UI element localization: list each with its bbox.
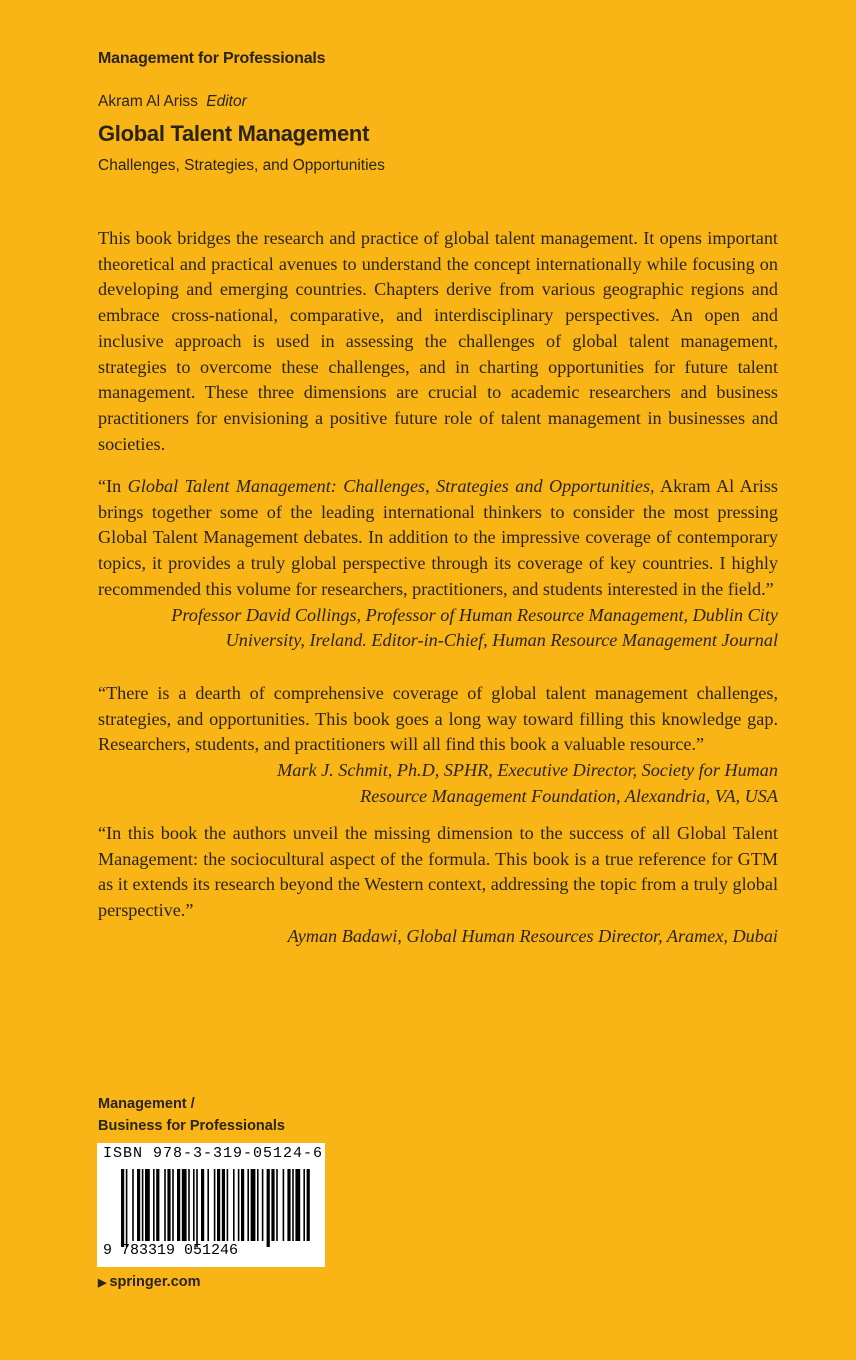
barcode-bar — [257, 1169, 259, 1241]
endorsement-quote — [98, 821, 778, 950]
barcode-bar — [227, 1169, 229, 1241]
editor-name: Akram Al Ariss — [98, 93, 198, 110]
barcode-bar — [172, 1169, 174, 1241]
barcode-bar — [182, 1169, 187, 1241]
barcode-bar — [303, 1169, 305, 1241]
quote-attribution: Professor David Collings, Professor of Human Resource Management, Dublin City — [171, 604, 778, 625]
barcode-bar — [238, 1169, 240, 1241]
endorsement-quote — [98, 681, 778, 810]
barcode-bar — [295, 1169, 300, 1241]
book-title: Global Talent Management — [98, 121, 370, 146]
barcode-bar — [137, 1169, 140, 1241]
barcode-bar — [267, 1169, 270, 1247]
quote-attribution: Resource Management Foundation, Alexandria, VA, USA — [360, 785, 778, 806]
isbn-barcode: ISBN 978-3-319-05124-6 9 783319 051246 — [97, 1143, 325, 1267]
quote-attribution: Ayman Badawi, Global Human Resources Director, Aramex, Dubai — [287, 925, 778, 946]
quoted-book-title: Global Talent Management: Challenges, Strategies and Opportunities, — [127, 476, 655, 496]
barcode-bar — [292, 1169, 294, 1241]
barcode-bar — [177, 1169, 180, 1241]
barcode-bar — [287, 1169, 290, 1241]
barcode-bar — [145, 1169, 150, 1241]
barcode-bar — [283, 1169, 285, 1241]
barcode-bar — [276, 1169, 278, 1241]
barcode-bar — [153, 1169, 155, 1241]
barcode-bar — [207, 1169, 209, 1241]
book-description: This book bridges the research and practice of global talent management. It opens important theoretical and practical avenues to understand the concept internationally while focusing on developing and emerging countries. Chapters derive from various geographic regions and embrace cross-national, comparative, and interdisciplinary perspectives. An open and inclusive approach is used in assessing the challenges of global talent management, strategies to overcome these challenges, and in charting opportunities for future talent management. These three dimensions are crucial to academic researchers and business practitioners for envisioning a positive future role of talent management in businesses and societies. — [98, 228, 778, 454]
barcode-bar — [196, 1169, 198, 1247]
barcode-bar — [142, 1169, 144, 1241]
quote-attribution: University, Ireland. Editor-in-Chief, Human Resource Management Journal — [225, 630, 778, 651]
subject-category: Management / Business for Professionals — [98, 1096, 285, 1134]
quote-text: “In Global Talent Management: Challenges, Strategies and Opportunities, Akram Al Ariss brings together some of the leading international thinkers to consider the most pressing Global Talent Management debates. In addition to the impressive coverage of contemporary topics, it provides a truly global perspective through its coverage of key countries. I highly recommended this volume for researchers, practitioners, and students interested in the field.” — [98, 476, 778, 599]
barcode-bar — [156, 1169, 159, 1241]
quote-text: “In this book the authors unveil the missing dimension to the success of all Global Talent Management: the sociocultural aspect of the formula. This book is a true reference for GTM as it extends its research beyond the Western context, addressing the topic from a truly global perspective.” — [98, 823, 778, 921]
editor-role: Editor — [206, 93, 247, 110]
barcode-bar — [233, 1169, 235, 1241]
barcode-bar — [201, 1169, 204, 1241]
barcode-bar — [126, 1169, 128, 1247]
barcode-bar — [167, 1169, 170, 1241]
barcode-bar — [251, 1169, 256, 1241]
barcode-bar — [188, 1169, 190, 1241]
barcode-bar — [132, 1169, 134, 1241]
barcode-bar — [214, 1169, 216, 1241]
barcode-bar — [307, 1169, 310, 1241]
barcode-bar — [247, 1169, 249, 1241]
book-subtitle: Challenges, Strategies, and Opportunities — [98, 157, 385, 174]
barcode-bar — [193, 1169, 195, 1241]
barcode-bar — [241, 1169, 244, 1241]
barcode-bar — [164, 1169, 166, 1241]
editor-line — [98, 93, 247, 111]
publisher-website[interactable]: ▶ springer.com — [98, 1274, 201, 1290]
barcode-bar — [271, 1169, 274, 1241]
endorsement-quote — [98, 474, 778, 654]
series-title: Management for Professionals — [98, 50, 326, 67]
barcode-bar — [121, 1169, 124, 1247]
arrow-right-icon: ▶ — [98, 1277, 107, 1289]
quote-text: “There is a dearth of comprehensive coverage of global talent management challenges, strategies, and opportunities. This book goes a long way toward filling this knowledge gap. Researchers, students, and practitioners will all find this book a valuable resource.” — [98, 683, 778, 755]
barcode-bar — [262, 1169, 264, 1241]
barcode-bar — [222, 1169, 225, 1241]
isbn-label: ISBN 978-3-319-05124-6 — [103, 1145, 324, 1162]
barcode-bar — [217, 1169, 220, 1241]
quote-attribution: Mark J. Schmit, Ph.D, SPHR, Executive Director, Society for Human — [277, 760, 778, 781]
